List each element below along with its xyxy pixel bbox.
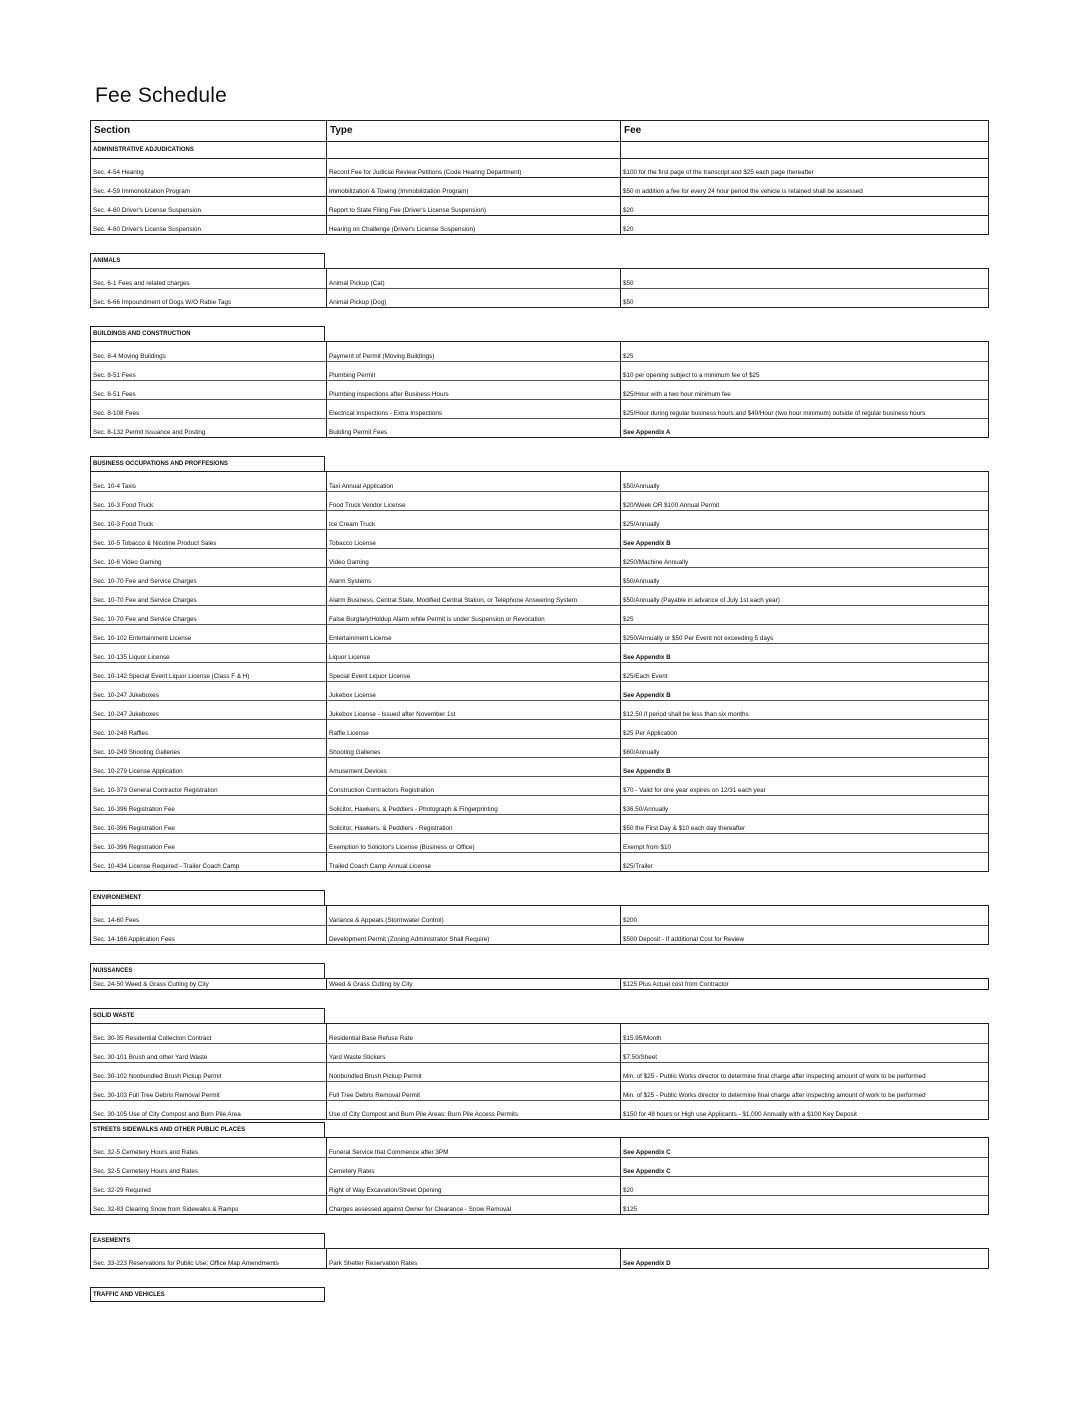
section-group: [90, 1137, 989, 1215]
cell-type: Shooting Galleries: [326, 738, 620, 757]
table-row: [91, 814, 988, 833]
cell-section: Sec. 10-6 Video Gaming: [91, 548, 326, 567]
cell-section: Sec. 24-50 Weed & Grass Cutting by City: [93, 981, 209, 988]
cell-type: Residential Base Refuse Rate: [326, 1024, 620, 1043]
section-header: ANIMALS: [90, 253, 325, 268]
section-header: ADMINISTRATIVE ADJUDICATIONS: [91, 141, 326, 158]
cell-section: Sec. 10-279 License Application: [91, 757, 326, 776]
cell-fee: $250/Machine Annually: [620, 548, 988, 567]
table-row: [91, 529, 988, 548]
section-header-row: [90, 1122, 989, 1137]
cell-type: Alarm Business, Central State, Modified Central Station, or Telephone Answering System: [326, 586, 620, 605]
cell-section: Sec. 6-66 Impoundment of Dogs W/O Rabie Tags: [91, 288, 326, 307]
section-header-row: [91, 141, 988, 158]
cell-fee: $50: [620, 269, 988, 288]
cell-type: Trailed Coach Camp Annual License: [326, 852, 620, 871]
table-row: [91, 288, 988, 307]
cell-section: Sec. 30-103 Full Tree Debris Removal Permit: [91, 1081, 326, 1100]
cell-section: Sec. 4-54 Hearing: [91, 158, 326, 177]
section-header-row: [90, 963, 989, 978]
cell-section: Sec. 10-135 Liquor License: [91, 643, 326, 662]
cell-fee: $25: [620, 342, 988, 361]
section-spacer: [90, 872, 989, 890]
cell-fee: $500 Deposit - If additional Cost for Review: [620, 925, 988, 944]
cell-section: Sec. 10-70 Fee and Service Charges: [91, 567, 326, 586]
table-row: [91, 906, 988, 925]
cell-section: Sec. 10-396 Registration Fee: [91, 833, 326, 852]
table-row: [91, 158, 988, 177]
cell-fee: $50/Annually: [620, 567, 988, 586]
cell-fee: Exempt from $10: [620, 833, 988, 852]
table-row: [91, 1176, 988, 1195]
cell-section: Sec. 4-60 Driver's License Suspension: [91, 196, 326, 215]
cell-fee: $20/Week OR $100 Annual Permit: [620, 491, 988, 510]
table-row: [91, 1081, 988, 1100]
section-spacer: [90, 235, 989, 253]
cell-section: Sec. 30-101 Brush and other Yard Waste: [91, 1043, 326, 1062]
section-header: EASEMENTS: [90, 1233, 325, 1248]
table-row: [91, 979, 988, 989]
cell-section: Sec. 10-142 Special Event Liquor License (Class F & H): [91, 662, 326, 681]
table-row: [91, 795, 988, 814]
table-row: [91, 624, 988, 643]
cell-section: Sec. 10-247 Jukeboxes: [91, 681, 326, 700]
table-row: [91, 1062, 988, 1081]
cell-section: Sec. 8-132 Permit Issuance and Posting: [91, 418, 326, 437]
cell-fee: See Appendix B: [620, 681, 988, 700]
cell-fee: See Appendix B: [620, 643, 988, 662]
section-header: TRAFFIC AND VEHICLES: [90, 1287, 325, 1302]
table-row: [91, 662, 988, 681]
cell-type: Charges assessed against Owner for Clearance - Snow Removal: [326, 1195, 620, 1214]
table-row: [91, 605, 988, 624]
cell-type: Report to State Filing Fee (Driver's License Suspension): [326, 196, 620, 215]
cell-fee: See Appendix B: [620, 757, 988, 776]
cell-fee: $200: [620, 906, 988, 925]
cell-fee: See Appendix B: [620, 529, 988, 548]
cell-section: Sec. 10-70 Fee and Service Charges: [91, 586, 326, 605]
section-header-row: [90, 456, 989, 471]
cell-fee: $7.50/Sheet: [620, 1043, 988, 1062]
cell-section: Sec. 14-166 Application Fees: [91, 925, 326, 944]
table-row: [91, 681, 988, 700]
section-spacer: [90, 1215, 989, 1233]
cell-fee: $50 the First Day & $10 each day thereafter: [620, 814, 988, 833]
cell-section: Sec. 32-29 Required: [91, 1176, 326, 1195]
cell-fee: $25 Per Application: [620, 719, 988, 738]
cell-section: Sec. 30-105 Use of City Compost and Burn Pile Area: [91, 1100, 326, 1119]
cell-fee: $70 - Valid for one year expires on 12/31 each year: [620, 776, 988, 795]
cell-fee: $25/Each Event: [620, 662, 988, 681]
cell-type: Immobilization & Towing (Immobilization Program): [326, 177, 620, 196]
section-group: [90, 268, 989, 308]
section-header: ENVIRONEMENT: [90, 890, 325, 905]
cell-section: Sec. 4-59 Immonolization Program: [91, 177, 326, 196]
column-header-section: Section: [94, 125, 131, 136]
cell-section: Sec. 10-4 Taxis: [93, 483, 136, 490]
page-title: Fee Schedule: [95, 84, 227, 107]
section-group: [90, 1248, 989, 1269]
cell-type: Payment of Permit (Moving Buildings): [326, 342, 620, 361]
table-row: [91, 738, 988, 757]
cell-type: Solicitor, Hawkers, & Peddlers - Photograph & Fingerprinting: [326, 795, 620, 814]
cell-type: Exemption to Solicitor's License (Business or Office): [326, 833, 620, 852]
cell-fee: $15.95/Month: [620, 1024, 988, 1043]
cell-fee: $125 Plus Actual cost from Contractor: [620, 979, 988, 989]
table-row: [91, 177, 988, 196]
cell-fee: $50 in addition a fee for every 24 hour period the vehicle is retained shall be assessed: [620, 177, 988, 196]
cell-type: Nonbundled Brush Pickup Permit: [326, 1062, 620, 1081]
section-spacer: [90, 990, 989, 1008]
section-header-row: [90, 253, 989, 268]
cell-type: Entertainment License: [326, 624, 620, 643]
cell-fee: $20: [620, 1176, 988, 1195]
cell-type: Animal Pickup (Cat): [326, 269, 620, 288]
section-header-row: [90, 1008, 989, 1023]
section-spacer: [90, 308, 989, 326]
column-header-row: [91, 121, 988, 141]
cell-section: Sec. 10-396 Registration Fee: [91, 795, 326, 814]
section-header: BUILDINGS AND CONSTRUCTION: [90, 326, 325, 341]
table-row: [91, 510, 988, 529]
cell-type: Yard Waste Stickers: [326, 1043, 620, 1062]
table-row: [91, 1157, 988, 1176]
cell-type: Animal Pickup (Dog): [326, 288, 620, 307]
section-header: NUISSANCES: [90, 963, 325, 978]
cell-fee: $25/Trailer: [620, 852, 988, 871]
cell-fee: $20: [620, 215, 988, 234]
section-header: BUSINESS OCCUPATIONS AND PROFFESIONS: [90, 456, 325, 471]
table-row: [91, 643, 988, 662]
table-row: [91, 342, 988, 361]
cell-section: Sec. 10-3 Food Truck: [91, 491, 326, 510]
cell-section: Sec. 30-102 Nonbundled Brush Pickup Permit: [91, 1062, 326, 1081]
cell-type: Building Permit Fees: [326, 418, 620, 437]
table-row: [91, 418, 988, 437]
cell-section: Sec. 14-60 Fees: [93, 917, 140, 924]
cell-fee: $100 for the first page of the transcript and $25 each page thereafter: [620, 158, 988, 177]
section-header-blank: [620, 141, 988, 158]
cell-type: Tobacco License: [326, 529, 620, 548]
cell-fee: See Appendix D: [620, 1249, 988, 1268]
cell-section: Sec. 10-434 License Required - Trailer Coach Camp: [91, 852, 326, 871]
cell-type: Weed & Grass Cutting by City: [326, 979, 620, 989]
cell-type: Jukebox License: [326, 681, 620, 700]
cell-type: Alarm Systems: [326, 567, 620, 586]
cell-section: Sec. 8-4 Moving Buildings: [93, 353, 166, 360]
cell-section: Sec. 10-70 Fee and Service Charges: [91, 605, 326, 624]
table-row: [91, 1043, 988, 1062]
cell-type: Solicitor, Hawkers, & Peddlers - Registration: [326, 814, 620, 833]
cell-section: Sec. 10-5 Tobacco & Nicotine Product Sales: [91, 529, 326, 548]
cell-section: Sec. 10-396 Registration Fee: [91, 814, 326, 833]
cell-type: Taxi Annual Application: [326, 472, 620, 491]
table-row: [91, 1138, 988, 1157]
cell-fee: $25/Hour during regular business hours and $40/Hour (two hour minimum) outside of regular business hours: [620, 399, 988, 418]
cell-fee: See Appendix C: [620, 1157, 988, 1176]
cell-type: Funeral Service that Commence after 3PM: [326, 1138, 620, 1157]
section-group: [90, 978, 989, 990]
table-row: [91, 833, 988, 852]
table-row: [91, 380, 988, 399]
cell-fee: Min. of $25 - Public Works director to determine final charge after inspecting amount of work to be performed: [620, 1062, 988, 1081]
cell-section: Sec. 10-248 Raffles: [91, 719, 326, 738]
cell-section: Sec. 32-5 Cemetery Hours and Rates: [91, 1157, 326, 1176]
column-header-type: Type: [326, 121, 620, 141]
cell-fee: $36.50/Annually: [620, 795, 988, 814]
table-row: [91, 719, 988, 738]
cell-type: Special Event Liquor License: [326, 662, 620, 681]
cell-type: Construction Contractors Registration: [326, 776, 620, 795]
cell-type: Hearing on Challenge (Driver's License Suspension): [326, 215, 620, 234]
cell-type: Park Shelter Reservation Rates: [326, 1249, 620, 1268]
table-row: [91, 757, 988, 776]
cell-section: Sec. 10-373 General Contractor Registration: [91, 776, 326, 795]
cell-fee: $25/Hour with a two hour minimum fee: [620, 380, 988, 399]
cell-type: Ice Cream Truck: [326, 510, 620, 529]
table-row: [91, 196, 988, 215]
table-row: [91, 361, 988, 380]
section-spacer: [90, 1269, 989, 1287]
cell-section: Sec. 4-60 Driver's License Suspension: [91, 215, 326, 234]
table-row: [91, 399, 988, 418]
section-header: SOLID WASTE: [90, 1008, 325, 1023]
table-row: [91, 776, 988, 795]
cell-section: Sec. 6-1 Fees and related charges: [93, 280, 190, 287]
cell-fee: $12.50 if period shall be less than six months: [620, 700, 988, 719]
cell-type: Development Permit (Zoning Administrator Shall Require): [326, 925, 620, 944]
cell-type: Plumbing inspections after Business Hours: [326, 380, 620, 399]
cell-fee: $50/Annually: [620, 472, 988, 491]
fee-schedule-table: [90, 120, 989, 1302]
table-row: [91, 472, 988, 491]
cell-type: Variance & Appeals (Stormwater Control): [326, 906, 620, 925]
cell-section: Sec. 32-83 Clearing Snow from Sidewalks & Ramps: [91, 1195, 326, 1214]
section-header-row: [90, 890, 989, 905]
cell-fee: $50: [620, 288, 988, 307]
table-row: [91, 1100, 988, 1119]
cell-fee: $25/Annually: [620, 510, 988, 529]
cell-type: Liquor License: [326, 643, 620, 662]
section-spacer: [90, 945, 989, 963]
cell-type: Video Gaming: [326, 548, 620, 567]
section-group: [90, 341, 989, 438]
column-header-fee: Fee: [620, 121, 988, 141]
cell-type: Jukebox License - Issued after November 1st: [326, 700, 620, 719]
section-header-row: [90, 326, 989, 341]
section-group: [90, 471, 989, 872]
cell-fee: $25: [620, 605, 988, 624]
cell-type: False Burglary/Holdup Alarm while Permit is under Suspension or Revocation: [326, 605, 620, 624]
cell-section: Sec. 8-108 Fees: [91, 399, 326, 418]
section-group: [90, 905, 989, 945]
cell-fee: Min. of $25 - Public Works director to determine final charge after inspecting amount of work to be performed: [620, 1081, 988, 1100]
cell-fee: See Appendix A: [620, 418, 988, 437]
table-row: [91, 548, 988, 567]
table-row: [91, 491, 988, 510]
cell-section: Sec. 10-247 Jukeboxes: [91, 700, 326, 719]
cell-type: Amusement Devices: [326, 757, 620, 776]
cell-type: Electrical Inspections - Extra Inspections: [326, 399, 620, 418]
cell-section: Sec. 10-3 Food Truck: [91, 510, 326, 529]
cell-fee: $150 for 48 hours or High use Applicants - $1,000 Annually with a $100 Key Deposit: [620, 1100, 988, 1119]
cell-type: Use of City Compost and Burn Pile Areas: Burn Pile Access Permits: [326, 1100, 620, 1119]
cell-type: Cemetery Rates: [326, 1157, 620, 1176]
cell-type: Plumbing Permit: [326, 361, 620, 380]
table-row: [91, 1249, 988, 1268]
cell-fee: $250/Annually or $50 Per Event not exceeding 5 days: [620, 624, 988, 643]
cell-fee: $60/Annually: [620, 738, 988, 757]
section-header-row: [90, 1287, 989, 1302]
table-row: [91, 1195, 988, 1214]
table-row: [91, 567, 988, 586]
cell-type: Food Truck Vendor License: [326, 491, 620, 510]
table-row: [91, 269, 988, 288]
section-group: [90, 1023, 989, 1120]
cell-fee: $125: [620, 1195, 988, 1214]
cell-section: Sec. 33-223 Reservations for Public Use; Office Map Amendments: [93, 1260, 279, 1267]
cell-type: Full Tree Debris Removal Permit: [326, 1081, 620, 1100]
cell-type: Raffle License: [326, 719, 620, 738]
table-row: [91, 1024, 988, 1043]
table-row: [91, 700, 988, 719]
table-header-group: [90, 120, 989, 235]
cell-section: Sec. 32-5 Cemetery Hours and Rates: [93, 1149, 198, 1156]
section-header-blank: [326, 141, 620, 158]
cell-fee: $10 per opening subject to a minimum fee of $25: [620, 361, 988, 380]
table-row: [91, 852, 988, 871]
section-spacer: [90, 438, 989, 456]
section-header: STREETS SIDEWALKS AND OTHER PUBLIC PLACES: [90, 1122, 325, 1137]
cell-type: Right of Way Excavation/Street Opening: [326, 1176, 620, 1195]
table-row: [91, 586, 988, 605]
cell-section: Sec. 30-35 Residential Collection Contract: [93, 1035, 212, 1042]
cell-fee: See Appendix C: [620, 1138, 988, 1157]
section-header-row: [90, 1233, 989, 1248]
cell-section: Sec. 10-102 Entertainment License: [91, 624, 326, 643]
cell-section: Sec. 10-249 Shooting Galleries: [91, 738, 326, 757]
cell-section: Sec. 8-51 Fees: [91, 380, 326, 399]
cell-section: Sec. 8-51 Fees: [91, 361, 326, 380]
cell-fee: $20: [620, 196, 988, 215]
table-row: [91, 215, 988, 234]
cell-fee: $50/Annually (Payable in advance of July 1st each year): [620, 586, 988, 605]
table-row: [91, 925, 988, 944]
cell-type: Record Fee for Judicial Review Petitions (Code Hearing Department): [326, 158, 620, 177]
